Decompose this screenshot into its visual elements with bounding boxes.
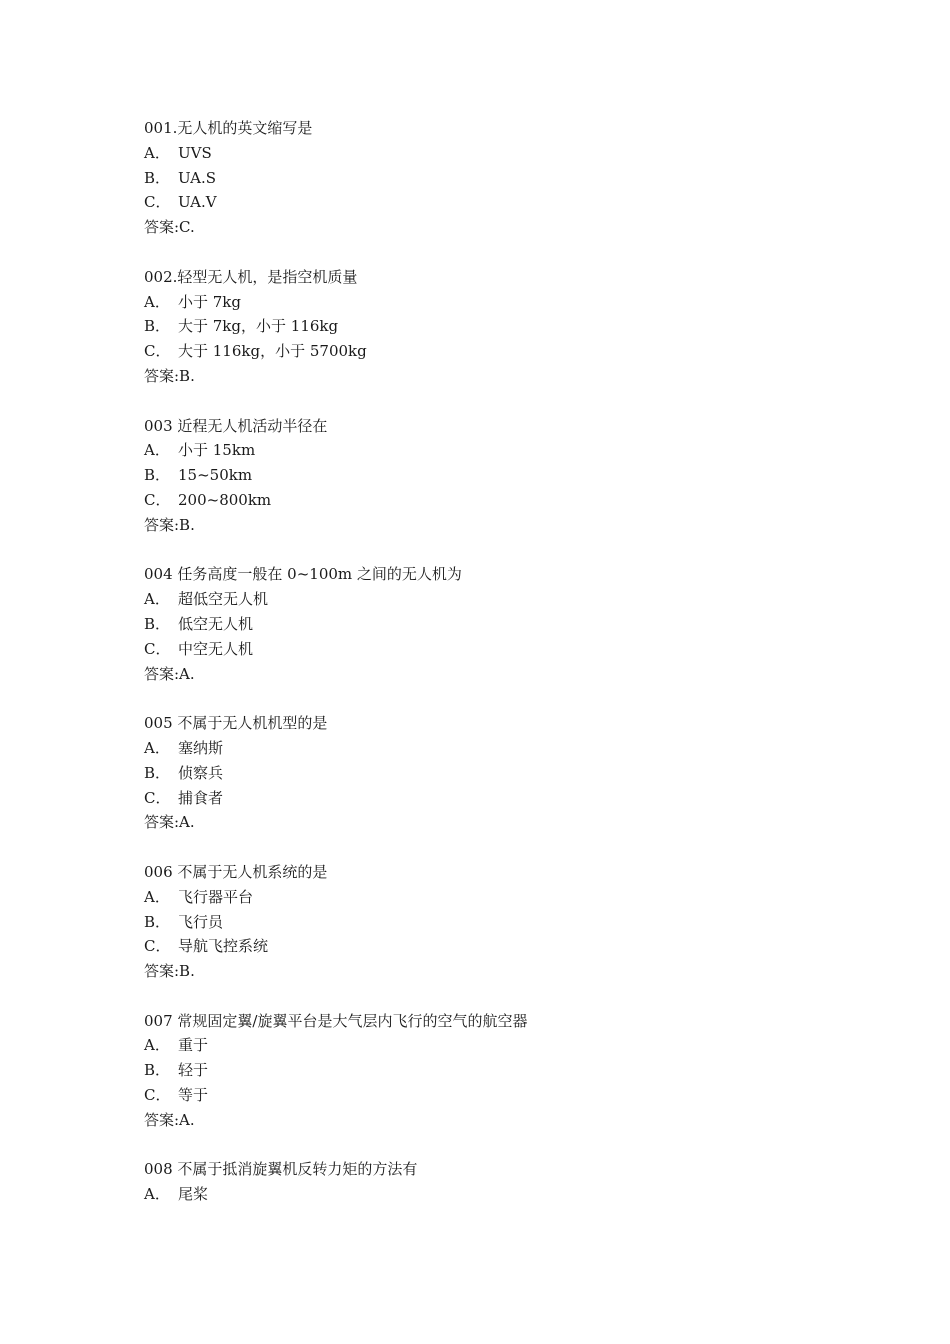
option-b	[144, 1058, 844, 1083]
answer-line: 答案:B.	[144, 515, 195, 534]
option-text: 等于	[178, 1086, 209, 1105]
option-letter: B．	[144, 168, 171, 187]
option-text: 大于 116kg，小于 5700kg	[178, 342, 367, 361]
option-letter: A．	[144, 1036, 170, 1055]
option-letter: A．	[144, 143, 170, 162]
option-letter: C．	[144, 342, 171, 361]
question-stem: 001.无人机的英文缩写是	[144, 119, 313, 137]
question-003	[144, 414, 844, 538]
option-text: 200~800km	[178, 490, 272, 509]
option-text: 尾桨	[178, 1185, 209, 1204]
question-stem: 007 常规固定翼/旋翼平台是大气层内飞行的空气的航空器	[144, 1011, 528, 1030]
option-text: 侦察兵	[178, 763, 224, 782]
option-text: 捕食者	[178, 788, 224, 807]
answer-line: 答案:B.	[144, 962, 195, 981]
question-stem: 006 不属于无人机系统的是	[144, 862, 328, 881]
option-letter: A．	[144, 1185, 170, 1204]
option-letter: C．	[144, 788, 171, 807]
option-a	[144, 587, 844, 612]
question-stem: 004 任务高度一般在 0~100m 之间的无人机为	[144, 565, 462, 584]
answer-line: 答案:A.	[144, 813, 195, 832]
question-002	[144, 265, 844, 389]
option-text: 小于 7kg	[178, 292, 242, 311]
option-text: UA.S	[178, 168, 217, 187]
option-text: 低空无人机	[178, 614, 254, 633]
option-text: 重于	[178, 1036, 209, 1055]
document-page	[144, 116, 844, 1232]
option-text: 超低空无人机	[178, 590, 269, 609]
option-letter: B．	[144, 466, 171, 485]
option-text: UVS	[178, 143, 212, 162]
question-006	[144, 860, 844, 984]
option-text: 小于 15km	[178, 441, 256, 460]
question-005	[144, 711, 844, 835]
option-a	[144, 1182, 844, 1207]
option-letter: C．	[144, 937, 171, 956]
option-text: 15~50km	[178, 466, 253, 485]
option-letter: B．	[144, 763, 171, 782]
question-stem: 005 不属于无人机机型的是	[144, 714, 328, 733]
option-text: 飞行器平台	[178, 887, 254, 906]
option-b	[144, 166, 844, 191]
option-c	[144, 637, 844, 662]
option-c	[144, 488, 844, 513]
option-a	[144, 290, 844, 315]
option-a	[144, 885, 844, 910]
option-b	[144, 761, 844, 786]
option-c	[144, 190, 844, 215]
option-letter: B．	[144, 912, 171, 931]
question-stem: 002.轻型无人机，是指空机质量	[144, 267, 358, 286]
answer-line: 答案:A.	[144, 1110, 195, 1129]
option-a	[144, 1033, 844, 1058]
option-c	[144, 934, 844, 959]
answer-line: 答案:B.	[144, 366, 195, 385]
option-text: 飞行员	[178, 912, 224, 931]
option-text: 导航飞控系统	[178, 937, 269, 956]
option-letter: A．	[144, 292, 170, 311]
option-text: 大于 7kg，小于 116kg	[178, 317, 339, 336]
option-b	[144, 314, 844, 339]
option-text: UA.V	[178, 193, 217, 212]
question-007	[144, 1009, 844, 1133]
question-stem: 008 不属于抵消旋翼机反转力矩的方法有	[144, 1160, 418, 1179]
option-c	[144, 1083, 844, 1108]
answer-line: 答案:A.	[144, 664, 195, 683]
option-letter: A．	[144, 738, 170, 757]
option-c	[144, 339, 844, 364]
answer-line: 答案:C.	[144, 218, 195, 237]
option-a	[144, 736, 844, 761]
option-letter: C．	[144, 193, 171, 212]
option-a	[144, 141, 844, 166]
option-letter: A．	[144, 590, 170, 609]
option-letter: C．	[144, 639, 171, 658]
option-letter: B．	[144, 317, 171, 336]
option-letter: C．	[144, 1086, 171, 1105]
option-letter: B．	[144, 1061, 171, 1080]
option-letter: A．	[144, 441, 170, 460]
option-b	[144, 463, 844, 488]
option-letter: B．	[144, 614, 171, 633]
option-c	[144, 786, 844, 811]
option-letter: C．	[144, 490, 171, 509]
option-b	[144, 910, 844, 935]
option-a	[144, 438, 844, 463]
question-stem: 003 近程无人机活动半径在	[144, 416, 328, 435]
question-004	[144, 562, 844, 686]
question-008	[144, 1157, 844, 1207]
option-text: 中空无人机	[178, 639, 254, 658]
option-text: 塞纳斯	[178, 738, 224, 757]
option-b	[144, 612, 844, 637]
option-text: 轻于	[178, 1061, 209, 1080]
question-001	[144, 116, 844, 240]
option-letter: A．	[144, 887, 170, 906]
